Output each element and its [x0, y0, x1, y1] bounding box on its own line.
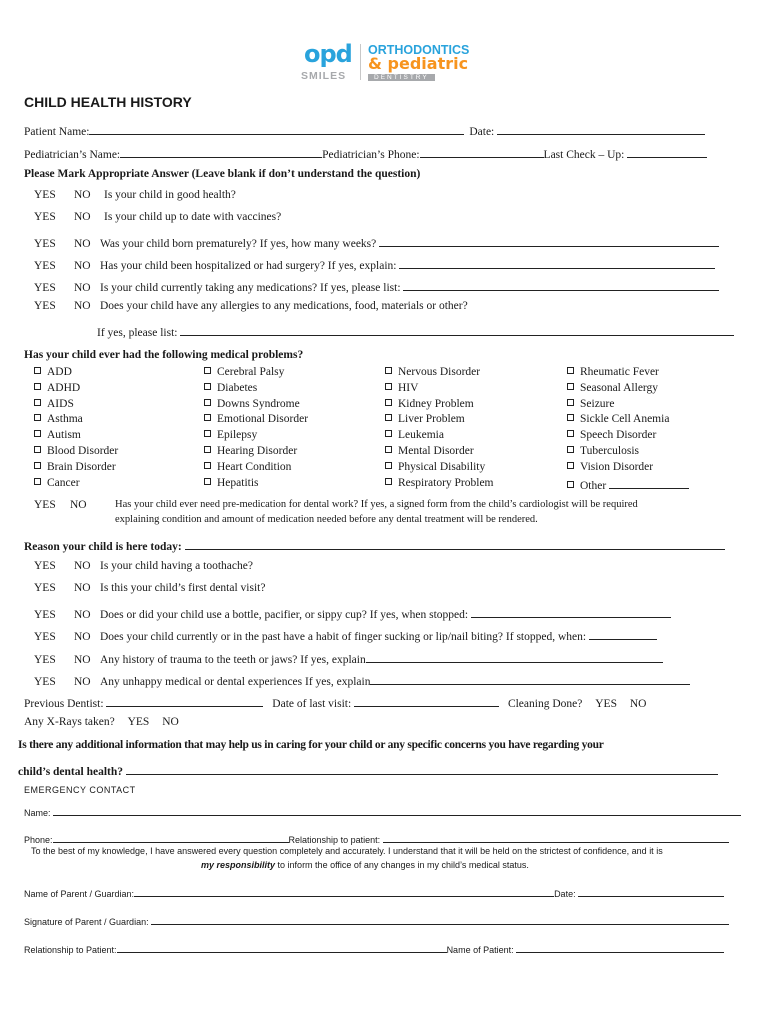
- last-visit-field[interactable]: [354, 694, 499, 707]
- checkbox-item[interactable]: [385, 397, 494, 413]
- checkbox[interactable]: [567, 399, 574, 406]
- checkbox-label: Autism: [47, 429, 81, 442]
- checkbox[interactable]: [385, 430, 392, 437]
- no-option[interactable]: NO: [74, 238, 91, 250]
- logo-dentistry: DENTISTRY: [368, 74, 435, 81]
- reason-label: Reason your child is here today:: [24, 541, 182, 553]
- name-of-patient-field[interactable]: [516, 943, 724, 953]
- date-field[interactable]: [497, 122, 705, 135]
- checkbox-label: ADHD: [47, 381, 81, 394]
- emergency-name-row: [24, 806, 741, 818]
- additional-info-label-2: child’s dental health?: [18, 766, 124, 778]
- hospitalized-field[interactable]: [399, 256, 715, 269]
- checkbox-label: AIDS: [47, 397, 74, 410]
- checkbox[interactable]: [567, 462, 574, 469]
- no-option[interactable]: NO: [74, 211, 91, 223]
- allergy-list-field[interactable]: [180, 323, 734, 336]
- checkbox-item[interactable]: [204, 397, 308, 413]
- checkbox-item[interactable]: [34, 476, 118, 492]
- emergency-phone-field[interactable]: [53, 833, 289, 843]
- checkbox-label: Brain Disorder: [47, 460, 116, 473]
- health-question-3: [34, 234, 719, 250]
- checkbox-item[interactable]: [34, 365, 118, 381]
- premedication-question: Has your child ever need pre-medication for dental work? If yes, a signed form from the child’s cardiologist will be required: [115, 499, 638, 510]
- checkbox[interactable]: [385, 367, 392, 374]
- statement-line-1: To the best of my knowledge, I have answered every question completely and accurately. I understand that it will be held on the strictest of confidence, and it is: [31, 846, 663, 856]
- checkbox-label: Seasonal Allergy: [580, 381, 659, 394]
- last-check-label: Last Check – Up:: [543, 149, 625, 161]
- question-text: Any history of trauma to the teeth or jaws? If yes, explain: [100, 654, 366, 666]
- checkbox-item[interactable]: [204, 381, 308, 397]
- checkbox-item[interactable]: [385, 428, 494, 444]
- medications-field[interactable]: [403, 278, 719, 291]
- statement-emphasis: my responsibility: [201, 860, 276, 870]
- checkbox[interactable]: [204, 478, 211, 485]
- yes-option[interactable]: YES: [34, 211, 56, 223]
- patient-name-row: [24, 122, 705, 138]
- checkbox-item[interactable]: [385, 412, 494, 428]
- premedication-row: [34, 499, 87, 511]
- dental-question-3: [34, 605, 671, 621]
- checkbox-item[interactable]: [34, 412, 118, 428]
- checkbox-label: Mental Disorder: [398, 444, 474, 457]
- patient-name-label: Patient Name:: [24, 126, 90, 138]
- checkbox[interactable]: [204, 367, 211, 374]
- checkbox-label: Seizure: [580, 397, 615, 410]
- dental-question-5: [34, 650, 663, 666]
- question-text: Does or did your child use a bottle, pacifier, or sippy cup? If yes, when stopped:: [100, 609, 469, 621]
- yes-option[interactable]: YES: [34, 282, 56, 294]
- checkbox[interactable]: [385, 383, 392, 390]
- trauma-explain-field[interactable]: [366, 650, 663, 663]
- checkbox-label: Speech Disorder: [580, 429, 657, 442]
- signature-label: Signature of Parent / Guardian:: [24, 917, 149, 927]
- previous-dentist-field[interactable]: [106, 694, 263, 707]
- checkbox-item[interactable]: [567, 476, 689, 495]
- checkbox-label: Cerebral Palsy: [217, 366, 285, 378]
- checkbox[interactable]: [34, 478, 41, 485]
- pediatrician-phone-field[interactable]: [420, 145, 544, 158]
- no-option[interactable]: NO: [629, 698, 647, 710]
- parent-name-field[interactable]: [134, 887, 554, 897]
- cleaning-done-label: Cleaning Done?: [507, 698, 583, 710]
- emergency-name-label: Name:: [24, 808, 51, 818]
- checkbox-item[interactable]: [567, 428, 689, 444]
- checkbox-item[interactable]: [204, 444, 308, 460]
- checkbox-label: Emotional Disorder: [217, 413, 309, 426]
- other-field[interactable]: [609, 476, 689, 489]
- checkbox[interactable]: [567, 383, 574, 390]
- checkbox-item[interactable]: [34, 397, 118, 413]
- logo-orthodontics: ORTHODONTICS: [368, 43, 470, 57]
- additional-info-field[interactable]: [126, 762, 718, 775]
- yes-option[interactable]: YES: [34, 676, 56, 688]
- habit-stopped-field[interactable]: [589, 627, 657, 640]
- checkbox[interactable]: [204, 383, 211, 390]
- checkbox-label: Downs Syndrome: [217, 397, 300, 410]
- checkbox[interactable]: [204, 414, 211, 421]
- checkbox-label: Epilepsy: [217, 429, 258, 442]
- logo: [296, 40, 481, 86]
- checkbox[interactable]: [385, 462, 392, 469]
- pediatrician-name-field[interactable]: [120, 145, 322, 158]
- yes-option[interactable]: YES: [34, 238, 56, 250]
- checkbox-item[interactable]: [204, 460, 308, 476]
- statement-line-2: [201, 860, 529, 870]
- last-visit-label: Date of last visit:: [272, 698, 352, 710]
- checkbox-label: Other: [580, 479, 607, 492]
- previous-dentist-label: Previous Dentist:: [24, 698, 104, 710]
- checkbox-label: Diabetes: [217, 381, 258, 394]
- checkbox[interactable]: [34, 430, 41, 437]
- question-text: Does your child have any allergies to any medications, food, materials or other?: [100, 300, 468, 312]
- bottle-stopped-field[interactable]: [471, 605, 671, 618]
- emergency-name-field[interactable]: [53, 806, 741, 816]
- checkbox[interactable]: [34, 446, 41, 453]
- page-title: CHILD HEALTH HISTORY: [24, 94, 192, 110]
- checkbox-item[interactable]: [567, 444, 689, 460]
- checkbox[interactable]: [34, 367, 41, 374]
- checkbox-label: Cancer: [47, 476, 80, 489]
- yes-option[interactable]: YES: [34, 499, 56, 511]
- relationship-to-patient-field[interactable]: [117, 943, 447, 953]
- question-text: Is your child in good health?: [104, 189, 236, 201]
- relationship-label: Relationship to patient:: [288, 835, 381, 845]
- checkbox-item[interactable]: [204, 412, 308, 428]
- pediatrician-name-label: Pediatrician’s Name:: [24, 149, 121, 161]
- checkbox[interactable]: [204, 430, 211, 437]
- no-option[interactable]: NO: [162, 716, 179, 728]
- logo-divider: [360, 44, 361, 80]
- checkbox-item[interactable]: [567, 365, 689, 381]
- question-text: Is this your child’s first dental visit?: [100, 582, 266, 594]
- premedication-question-2: explaining condition and amount of medication needed before any dental treatment will be rendered.: [115, 514, 538, 525]
- xrays-row: [24, 716, 179, 728]
- checkbox[interactable]: [385, 414, 392, 421]
- checkbox[interactable]: [204, 462, 211, 469]
- health-question-6: [34, 300, 468, 312]
- checkbox[interactable]: [204, 446, 211, 453]
- patient-name-field[interactable]: [89, 122, 464, 135]
- question-text: Has your child been hospitalized or had surgery? If yes, explain:: [100, 260, 397, 272]
- signature-row: [24, 915, 729, 927]
- no-option[interactable]: NO: [74, 582, 91, 594]
- date-label: Date:: [469, 126, 495, 138]
- checkbox-label: Asthma: [47, 413, 83, 426]
- health-question-5: [34, 278, 719, 294]
- checkbox-label: Respiratory Problem: [398, 476, 494, 489]
- checkbox-label: HIV: [398, 381, 419, 394]
- no-option[interactable]: NO: [74, 300, 91, 312]
- allergy-list-row: [97, 323, 734, 339]
- yes-option[interactable]: YES: [595, 698, 617, 710]
- checkbox-item[interactable]: [385, 381, 494, 397]
- no-option[interactable]: NO: [74, 260, 91, 272]
- relationship-to-patient-label: Relationship to Patient:: [24, 945, 117, 955]
- yes-option[interactable]: YES: [34, 300, 56, 312]
- logo-opd: opd: [304, 40, 352, 68]
- question-text: Is your child currently taking any medications? If yes, please list:: [100, 282, 401, 294]
- checkbox-item[interactable]: [34, 381, 118, 397]
- health-question-2: [34, 211, 281, 223]
- medical-problems-col-4: [567, 365, 689, 494]
- checkbox-item[interactable]: [204, 476, 308, 492]
- parent-name-row: [24, 887, 724, 899]
- last-check-field[interactable]: [627, 145, 707, 158]
- checkbox-item[interactable]: [567, 412, 689, 428]
- checkbox[interactable]: [567, 414, 574, 421]
- checkbox-label: Vision Disorder: [580, 460, 654, 473]
- checkbox-label: Nervous Disorder: [398, 366, 481, 378]
- checkbox[interactable]: [567, 446, 574, 453]
- checkbox[interactable]: [34, 399, 41, 406]
- checkbox[interactable]: [567, 430, 574, 437]
- checkbox-item[interactable]: [385, 444, 494, 460]
- no-option[interactable]: NO: [74, 654, 91, 666]
- no-option[interactable]: NO: [70, 499, 87, 511]
- logo-smiles: SMILES: [301, 70, 347, 82]
- medical-problems-heading: Has your child ever had the following medical problems?: [24, 349, 304, 361]
- parent-date-field[interactable]: [578, 887, 724, 897]
- emergency-contact-heading: EMERGENCY CONTACT: [24, 785, 136, 795]
- name-of-patient-label: Name of Patient:: [446, 945, 514, 955]
- previous-dentist-row: [24, 694, 646, 710]
- no-option[interactable]: NO: [74, 609, 91, 621]
- checkbox[interactable]: [385, 446, 392, 453]
- parent-name-label: Name of Parent / Guardian:: [24, 889, 135, 899]
- relationship-patient-row: [24, 943, 724, 955]
- no-option[interactable]: NO: [74, 282, 91, 294]
- checkbox-label: Heart Condition: [217, 460, 292, 473]
- checkbox[interactable]: [34, 414, 41, 421]
- statement-text: to inform the office of any changes in my child’s medical status.: [277, 860, 529, 870]
- checkbox-item[interactable]: [385, 476, 494, 492]
- checkbox-label: Leukemia: [398, 429, 444, 442]
- yes-option[interactable]: YES: [34, 560, 56, 572]
- no-option[interactable]: NO: [74, 189, 91, 201]
- checkbox-item[interactable]: [204, 428, 308, 444]
- checkbox-item[interactable]: [34, 428, 118, 444]
- checkbox-label: Sickle Cell Anemia: [580, 413, 670, 426]
- checkbox-label: Rheumatic Fever: [580, 366, 659, 378]
- parent-date-label: Date:: [554, 889, 576, 899]
- checkbox[interactable]: [567, 367, 574, 374]
- allergy-list-label: If yes, please list:: [97, 327, 178, 339]
- checkbox[interactable]: [385, 478, 392, 485]
- experiences-explain-field[interactable]: [370, 672, 690, 685]
- xrays-label: Any X-Rays taken?: [24, 716, 115, 728]
- checkbox[interactable]: [385, 399, 392, 406]
- checkbox-item[interactable]: [567, 460, 689, 476]
- logo-pediatric: & pediatric: [368, 54, 469, 73]
- checkbox-item[interactable]: [567, 381, 689, 397]
- question-text: Is your child up to date with vaccines?: [104, 211, 282, 223]
- question-text: Does your child currently or in the past have a habit of finger sucking or lip/nail biting? If stopped, when:: [100, 631, 587, 643]
- relationship-field[interactable]: [383, 833, 729, 843]
- question-text: Any unhappy medical or dental experiences If yes, explain: [100, 676, 371, 688]
- no-option[interactable]: NO: [74, 560, 91, 572]
- yes-option[interactable]: YES: [34, 582, 56, 594]
- checkbox-item[interactable]: [385, 460, 494, 476]
- yes-option[interactable]: YES: [34, 260, 56, 272]
- no-option[interactable]: NO: [74, 676, 91, 688]
- checkbox-label: Liver Problem: [398, 413, 465, 426]
- dental-question-1: [34, 560, 253, 572]
- checkbox-label: Physical Disability: [398, 460, 486, 473]
- checkbox-item[interactable]: [204, 365, 308, 381]
- health-question-4: [34, 256, 715, 272]
- yes-option[interactable]: YES: [34, 609, 56, 621]
- reason-row: [24, 537, 725, 553]
- checkbox-item[interactable]: [567, 397, 689, 413]
- question-text: Is your child having a toothache?: [100, 560, 253, 572]
- signature-field[interactable]: [151, 915, 729, 925]
- medical-problems-col-2: [204, 365, 308, 491]
- checkbox-label: Kidney Problem: [398, 397, 474, 410]
- checkbox-item[interactable]: [34, 444, 118, 460]
- checkbox-label: Blood Disorder: [47, 444, 119, 457]
- yes-option[interactable]: YES: [34, 189, 56, 201]
- dental-question-6: [34, 672, 690, 688]
- pediatrician-phone-label: Pediatrician’s Phone:: [322, 149, 420, 161]
- checkbox-item[interactable]: [385, 365, 494, 381]
- emergency-phone-label: Phone:: [24, 835, 53, 845]
- no-option[interactable]: NO: [74, 631, 91, 643]
- health-question-1: [34, 189, 236, 201]
- medical-problems-col-1: [34, 365, 118, 491]
- checkbox-label: Hepatitis: [217, 476, 259, 489]
- dental-question-4: [34, 627, 657, 643]
- emergency-phone-row: [24, 833, 729, 845]
- pediatrician-row: [24, 145, 707, 161]
- question-text: Was your child born prematurely? If yes, how many weeks?: [100, 238, 377, 250]
- checkbox-label: Tuberculosis: [580, 444, 639, 457]
- reason-field[interactable]: [185, 537, 725, 550]
- instructions: Please Mark Appropriate Answer (Leave blank if don’t understand the question): [24, 168, 421, 180]
- dental-question-2: [34, 582, 265, 594]
- checkbox-label: Hearing Disorder: [217, 444, 298, 457]
- checkbox[interactable]: [34, 383, 41, 390]
- yes-option[interactable]: YES: [127, 716, 150, 728]
- weeks-field[interactable]: [379, 234, 719, 247]
- checkbox-label: ADD: [47, 366, 72, 378]
- yes-option[interactable]: YES: [34, 631, 56, 643]
- additional-info-label: Is there any additional information that may help us in caring for your child or any specific concerns you have regarding your: [18, 739, 604, 751]
- medical-problems-col-3: [385, 365, 494, 491]
- checkbox[interactable]: [204, 399, 211, 406]
- checkbox[interactable]: [34, 462, 41, 469]
- yes-option[interactable]: YES: [34, 654, 56, 666]
- checkbox[interactable]: [567, 481, 574, 488]
- additional-info-row: [18, 762, 718, 778]
- checkbox-item[interactable]: [34, 460, 118, 476]
